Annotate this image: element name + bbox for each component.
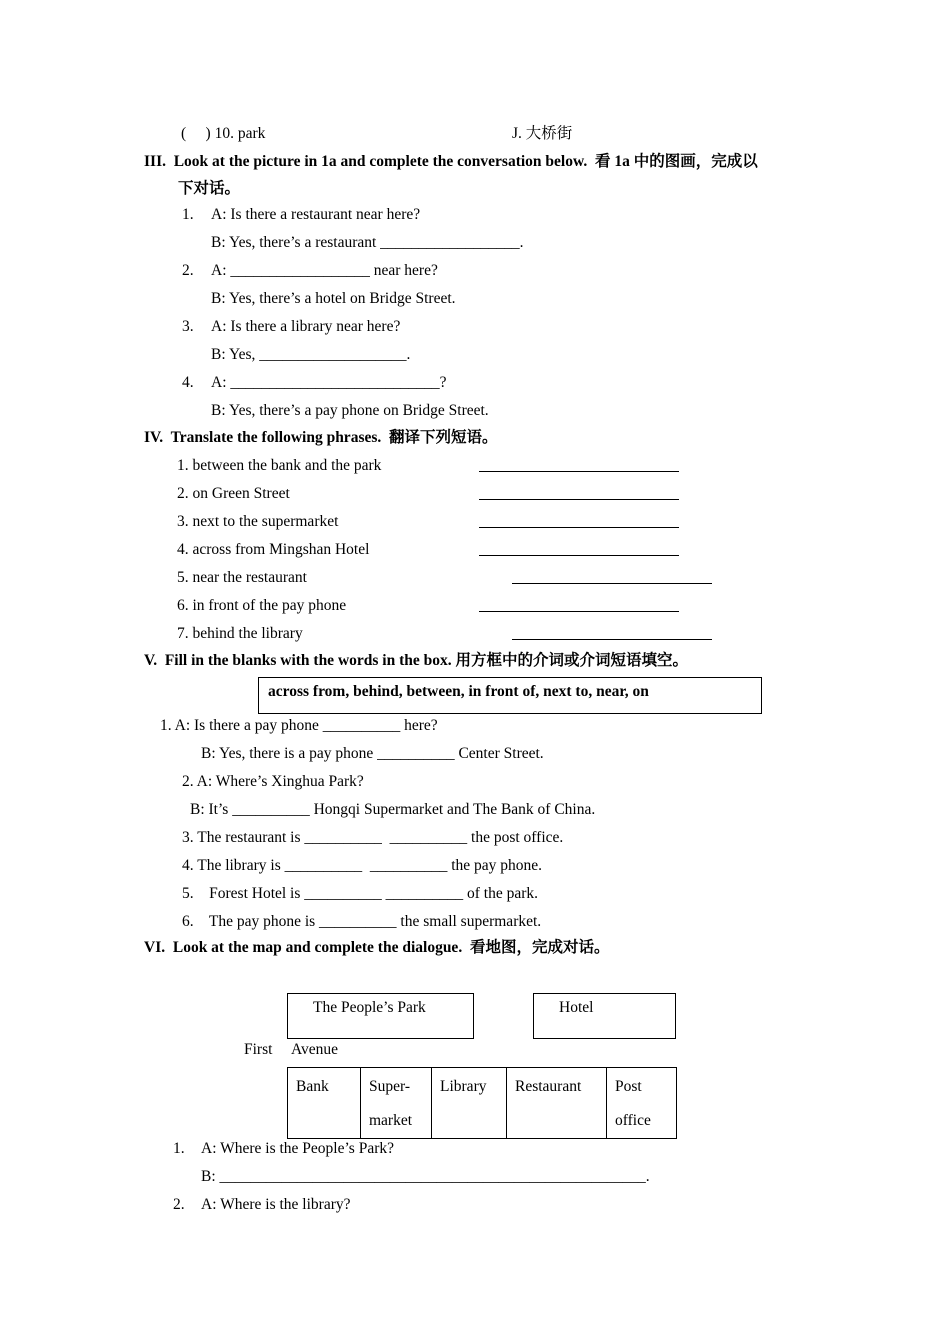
- s3-line: B: Yes, ___________________.: [211, 346, 411, 363]
- s3-num-4: 4.: [182, 374, 194, 391]
- match-item-10: ( ) 10. park: [181, 125, 266, 142]
- answer-blank[interactable]: [479, 471, 679, 472]
- s6-line: B: _______________________________________________________.: [201, 1168, 650, 1185]
- answer-blank[interactable]: [479, 555, 679, 556]
- answer-blank[interactable]: [479, 527, 679, 528]
- s4-phrase: 6. in front of the pay phone: [177, 597, 347, 614]
- s5-line: 1. A: Is there a pay phone __________ here?: [160, 717, 438, 734]
- answer-blank[interactable]: [512, 583, 712, 584]
- s5-line: 3. The restaurant is __________ __________ the post office.: [182, 829, 564, 846]
- s4-phrase: 3. next to the supermarket: [177, 513, 339, 530]
- s6-num-1: 1.: [173, 1140, 185, 1157]
- s3-line: B: Yes, there’s a pay phone on Bridge Street.: [211, 402, 489, 419]
- s6-line: A: Where is the People’s Park?: [201, 1140, 394, 1157]
- s5-line: 2. A: Where’s Xinghua Park?: [182, 773, 364, 790]
- map-building-restaurant: Restaurant: [507, 1068, 607, 1139]
- match-answer-j: J. 大桥街: [512, 125, 573, 142]
- s3-num-2: 2.: [182, 262, 194, 279]
- section3-heading-cont: 下对话。: [178, 180, 241, 197]
- s4-phrase: 7. behind the library: [177, 625, 303, 642]
- answer-blank[interactable]: [479, 611, 679, 612]
- section4-heading: IV. Translate the following phrases. 翻译下列短语。: [144, 429, 498, 446]
- map-street-avenue: Avenue: [291, 1041, 339, 1058]
- word-box: [258, 677, 762, 714]
- map-building-library: Library: [432, 1068, 507, 1139]
- s3-num-1: 1.: [182, 206, 194, 223]
- s3-line: A: Is there a library near here?: [211, 318, 401, 335]
- map-buildings-table: [287, 1067, 677, 1139]
- map-building-bank: Bank: [288, 1068, 361, 1139]
- s3-line: A: __________________ near here?: [211, 262, 438, 279]
- s5-line: 6. The pay phone is __________ the small supermarket.: [182, 913, 542, 930]
- s6-line: A: Where is the library?: [201, 1196, 351, 1213]
- s5-line: B: It’s __________ Hongqi Supermarket and The Bank of China.: [190, 801, 596, 818]
- s3-line: B: Yes, there’s a restaurant __________________.: [211, 234, 524, 251]
- s4-phrase: 2. on Green Street: [177, 485, 290, 502]
- s5-line: 4. The library is __________ __________ the pay phone.: [182, 857, 543, 874]
- map-park-label: The People’s Park: [313, 999, 426, 1016]
- s3-num-3: 3.: [182, 318, 194, 335]
- s4-phrase: 4. across from Mingshan Hotel: [177, 541, 370, 558]
- map-park-box: [287, 993, 474, 1039]
- map-building-post-office: Post office: [607, 1068, 677, 1139]
- s4-phrase: 1. between the bank and the park: [177, 457, 382, 474]
- s5-line: B: Yes, there is a pay phone __________ Center Street.: [201, 745, 544, 762]
- s3-line: B: Yes, there’s a hotel on Bridge Street.: [211, 290, 456, 307]
- answer-blank[interactable]: [512, 639, 712, 640]
- s6-num-2: 2.: [173, 1196, 185, 1213]
- map-street-first: First: [244, 1041, 273, 1058]
- map-hotel-box: [533, 993, 676, 1039]
- s3-line: A: Is there a restaurant near here?: [211, 206, 421, 223]
- word-box-text: across from, behind, between, in front of, next to, near, on: [268, 683, 649, 700]
- s5-line: 5. Forest Hotel is __________ __________ of the park.: [182, 885, 539, 902]
- answer-blank[interactable]: [479, 499, 679, 500]
- map-building-supermarket: Super- market: [361, 1068, 432, 1139]
- section5-heading: V. Fill in the blanks with the words in the box. 用方框中的介词或介词短语填空。: [144, 652, 688, 669]
- map-hotel-label: Hotel: [559, 999, 594, 1016]
- s3-line: A: ___________________________?: [211, 374, 447, 391]
- section3-heading: III. Look at the picture in 1a and complete the conversation below. 看 1a 中的图画，完成以: [144, 153, 758, 170]
- s4-phrase: 5. near the restaurant: [177, 569, 307, 586]
- section6-heading: VI. Look at the map and complete the dialogue. 看地图，完成对话。: [144, 939, 610, 956]
